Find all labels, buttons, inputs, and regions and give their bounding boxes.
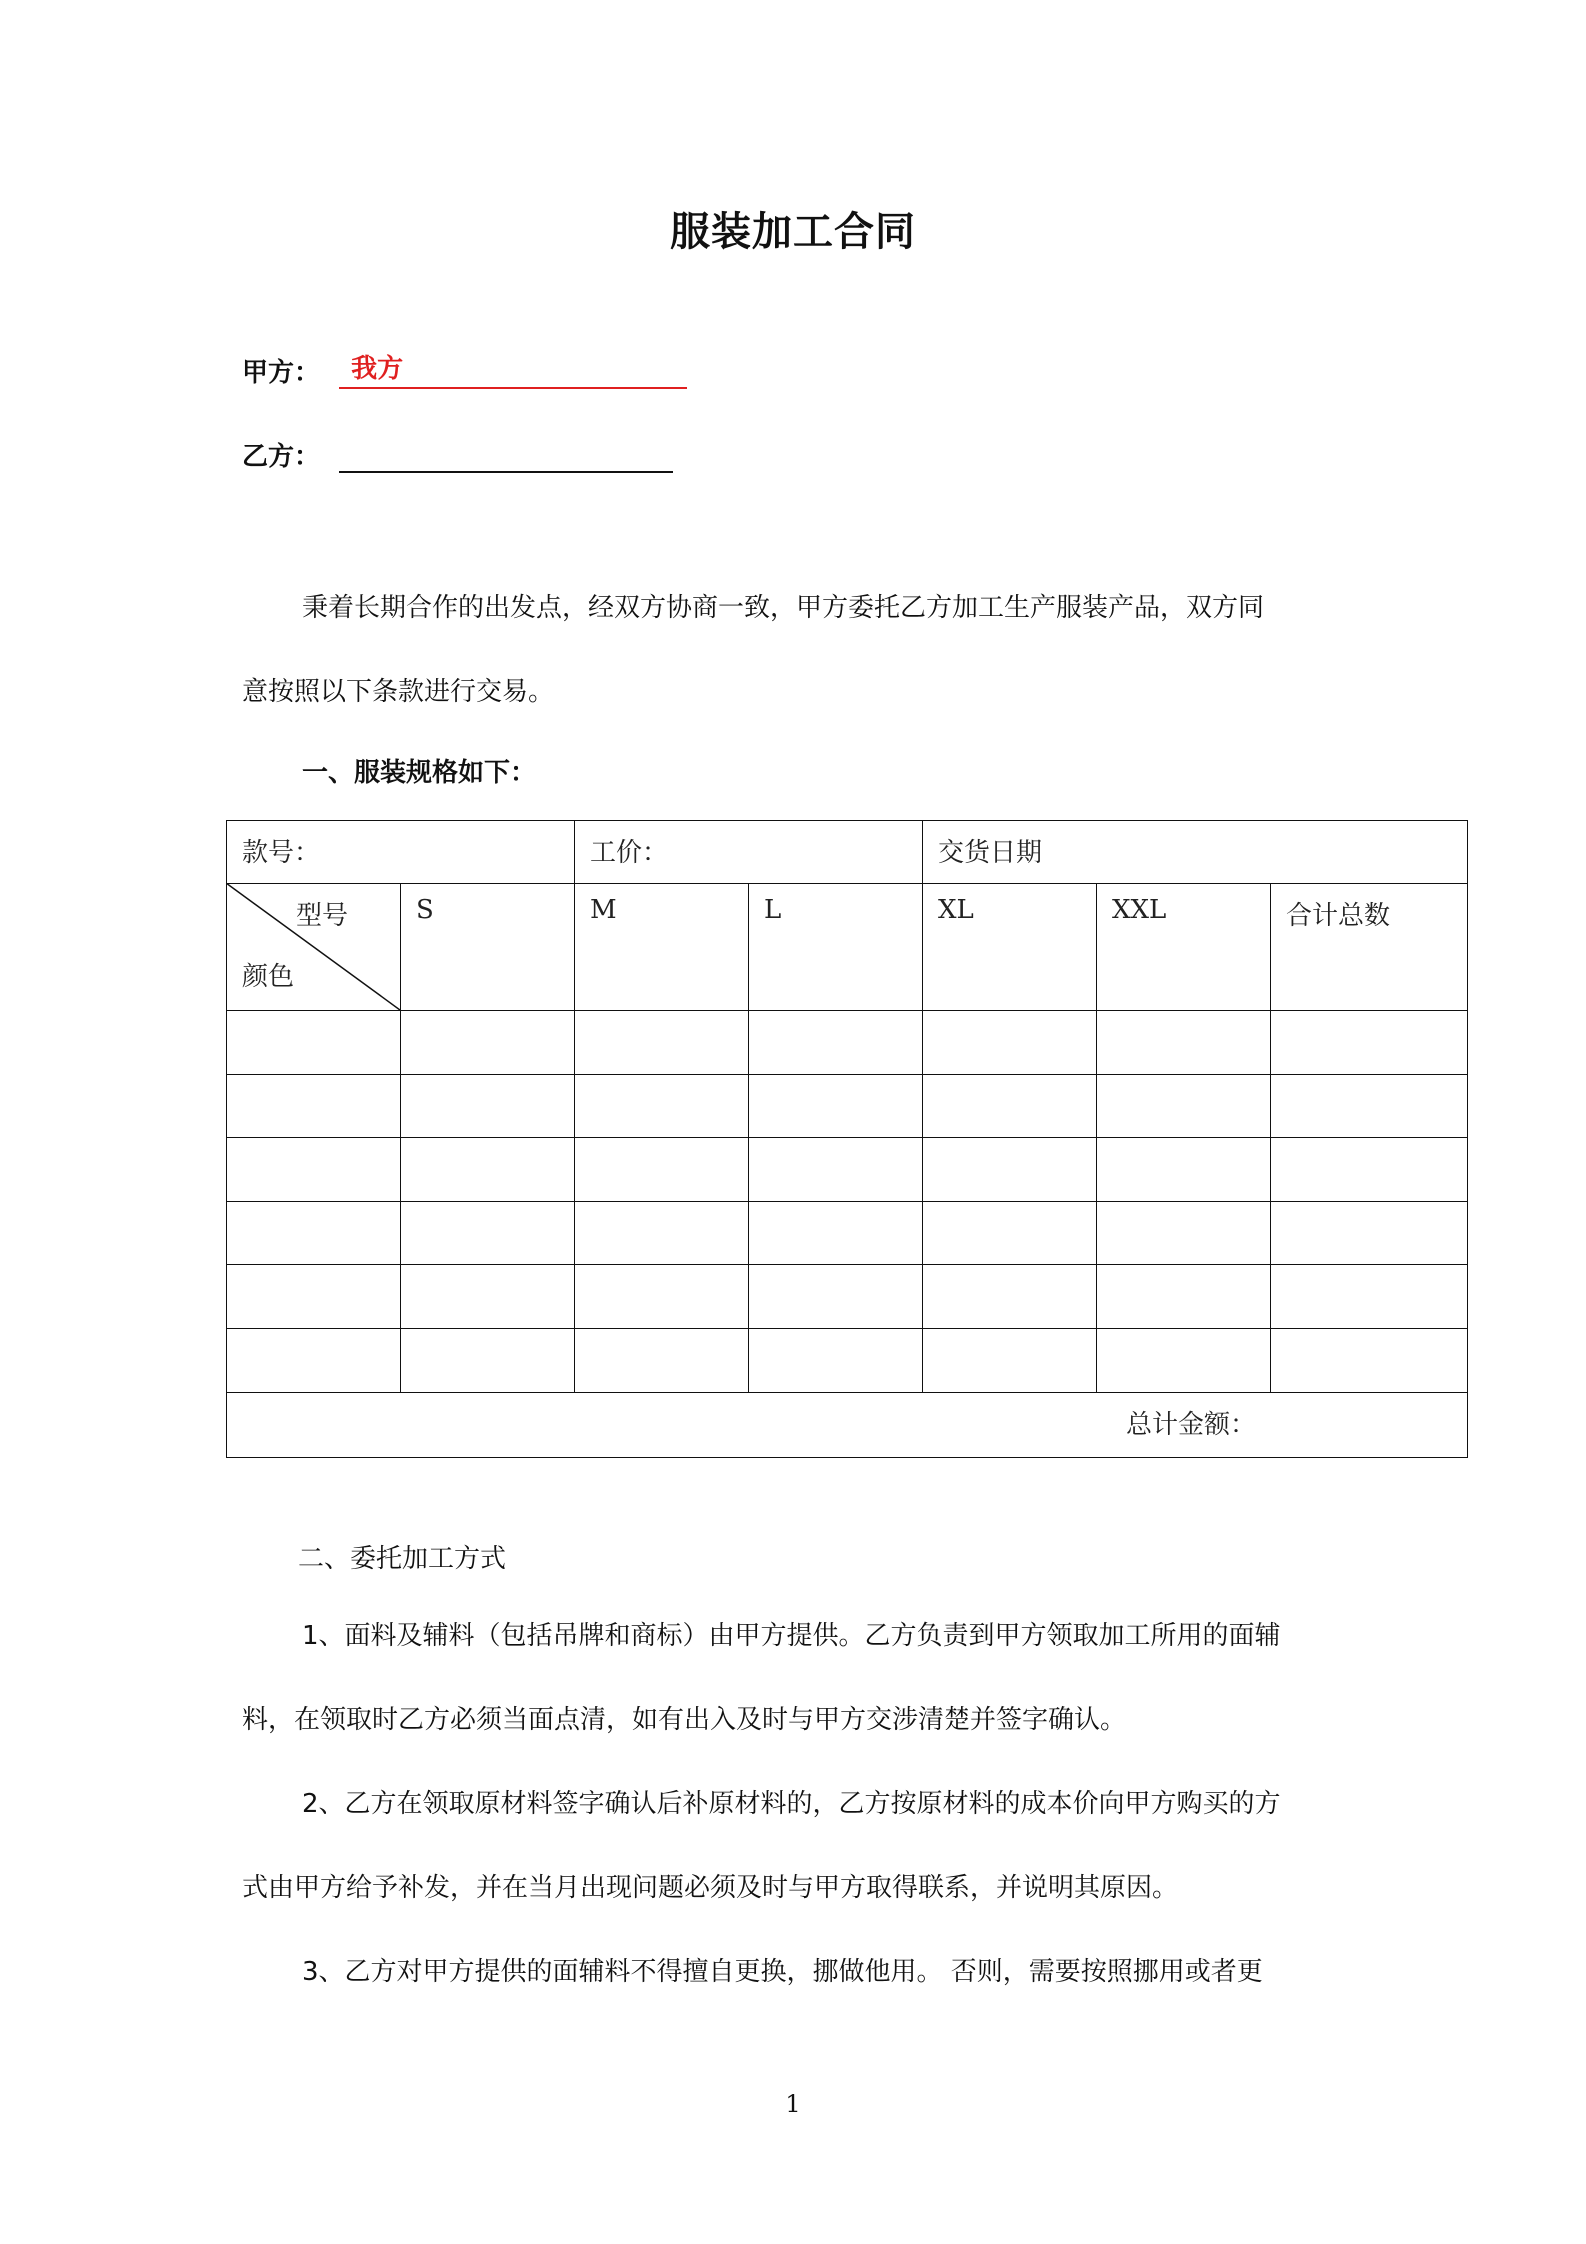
section-1-heading: 一、服装规格如下： — [302, 758, 537, 788]
total-amount-label: 总计金额： — [1126, 1410, 1257, 1440]
spec-table — [226, 820, 1468, 1458]
size-m-header: M — [590, 895, 617, 925]
party-b-row — [242, 436, 673, 473]
intro-line-2: 意按照以下条款进行交易。 — [242, 677, 555, 707]
page-title: 服装加工合同 — [670, 209, 916, 255]
delivery-date-cell: 交货日期 — [938, 838, 1043, 868]
party-a-row — [242, 352, 687, 389]
party-a-field[interactable] — [339, 353, 687, 389]
section-2-heading: 二、委托加工方式 — [298, 1544, 507, 1574]
size-l-header: L — [764, 895, 782, 925]
diag-model-label: 型号 — [296, 901, 349, 931]
clauses — [242, 1594, 1352, 2014]
party-b-label: 乙方： — [242, 442, 321, 472]
clause-1-line-1: 1、面料及辅料（包括吊牌和商标）由甲方提供。乙方负责到甲方领取加工所用的面辅 — [302, 1621, 1281, 1651]
total-qty-header: 合计总数 — [1286, 901, 1391, 931]
size-xl-header: XL — [938, 895, 974, 925]
labor-price-cell: 工价： — [590, 838, 669, 868]
page-number: 1 — [785, 2090, 801, 2118]
party-a-label: 甲方： — [242, 358, 321, 388]
party-a-value: 我方 — [351, 354, 404, 384]
size-xxl-header: XXL — [1112, 895, 1167, 925]
style-number-cell: 款号： — [242, 838, 321, 868]
party-b-field[interactable] — [339, 437, 673, 473]
intro-paragraph — [242, 566, 1352, 734]
diag-color-label: 颜色 — [242, 962, 295, 992]
intro-line-1: 秉着长期合作的出发点，经双方协商一致，甲方委托乙方加工生产服装产品，双方同 — [302, 593, 1265, 623]
size-s-header: S — [416, 895, 434, 925]
clause-3-line-1: 3、乙方对甲方提供的面辅料不得擅自更换，挪做他用。 否则，需要按照挪用或者更 — [302, 1957, 1263, 1987]
clause-1-line-2: 料，在领取时乙方必须当面点清，如有出入及时与甲方交涉清楚并签字确认。 — [242, 1705, 1127, 1735]
clause-2-line-1: 2、乙方在领取原材料签字确认后补原材料的，乙方按原材料的成本价向甲方购买的方 — [302, 1789, 1281, 1819]
clause-2-line-2: 式由甲方给予补发，并在当月出现问题必须及时与甲方取得联系，并说明其原因。 — [242, 1873, 1179, 1903]
